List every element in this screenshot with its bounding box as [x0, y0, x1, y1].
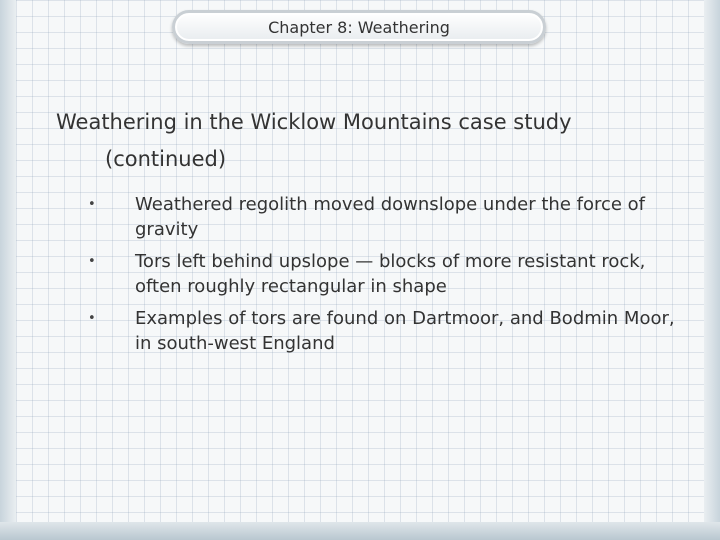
slide-title-line1: Weathering in the Wicklow Mountains case study	[56, 110, 572, 134]
bullet-text: Examples of tors are found on Dartmoor, and Bodmin Moor, in south-west England	[135, 308, 675, 354]
slide-title	[56, 104, 676, 178]
frame-right	[704, 0, 720, 540]
bullet-text: Tors left behind upslope — blocks of more resistant rock, often roughly rectangular in shape	[135, 251, 646, 297]
frame-left	[0, 0, 16, 540]
chapter-header-tab	[172, 10, 546, 44]
slide-title-line2: (continued)	[105, 147, 227, 171]
chapter-label: Chapter 8: Weathering	[268, 18, 450, 37]
bullet-text: Weathered regolith moved downslope under the force of gravity	[135, 194, 646, 240]
bullet-list	[82, 192, 682, 363]
bullet-item	[82, 192, 682, 242]
frame-bottom	[0, 522, 720, 540]
bullet-item	[82, 249, 682, 299]
bullet-icon: •	[88, 311, 96, 326]
bullet-item	[82, 306, 682, 356]
bullet-icon: •	[88, 254, 96, 269]
bullet-icon: •	[88, 197, 96, 212]
